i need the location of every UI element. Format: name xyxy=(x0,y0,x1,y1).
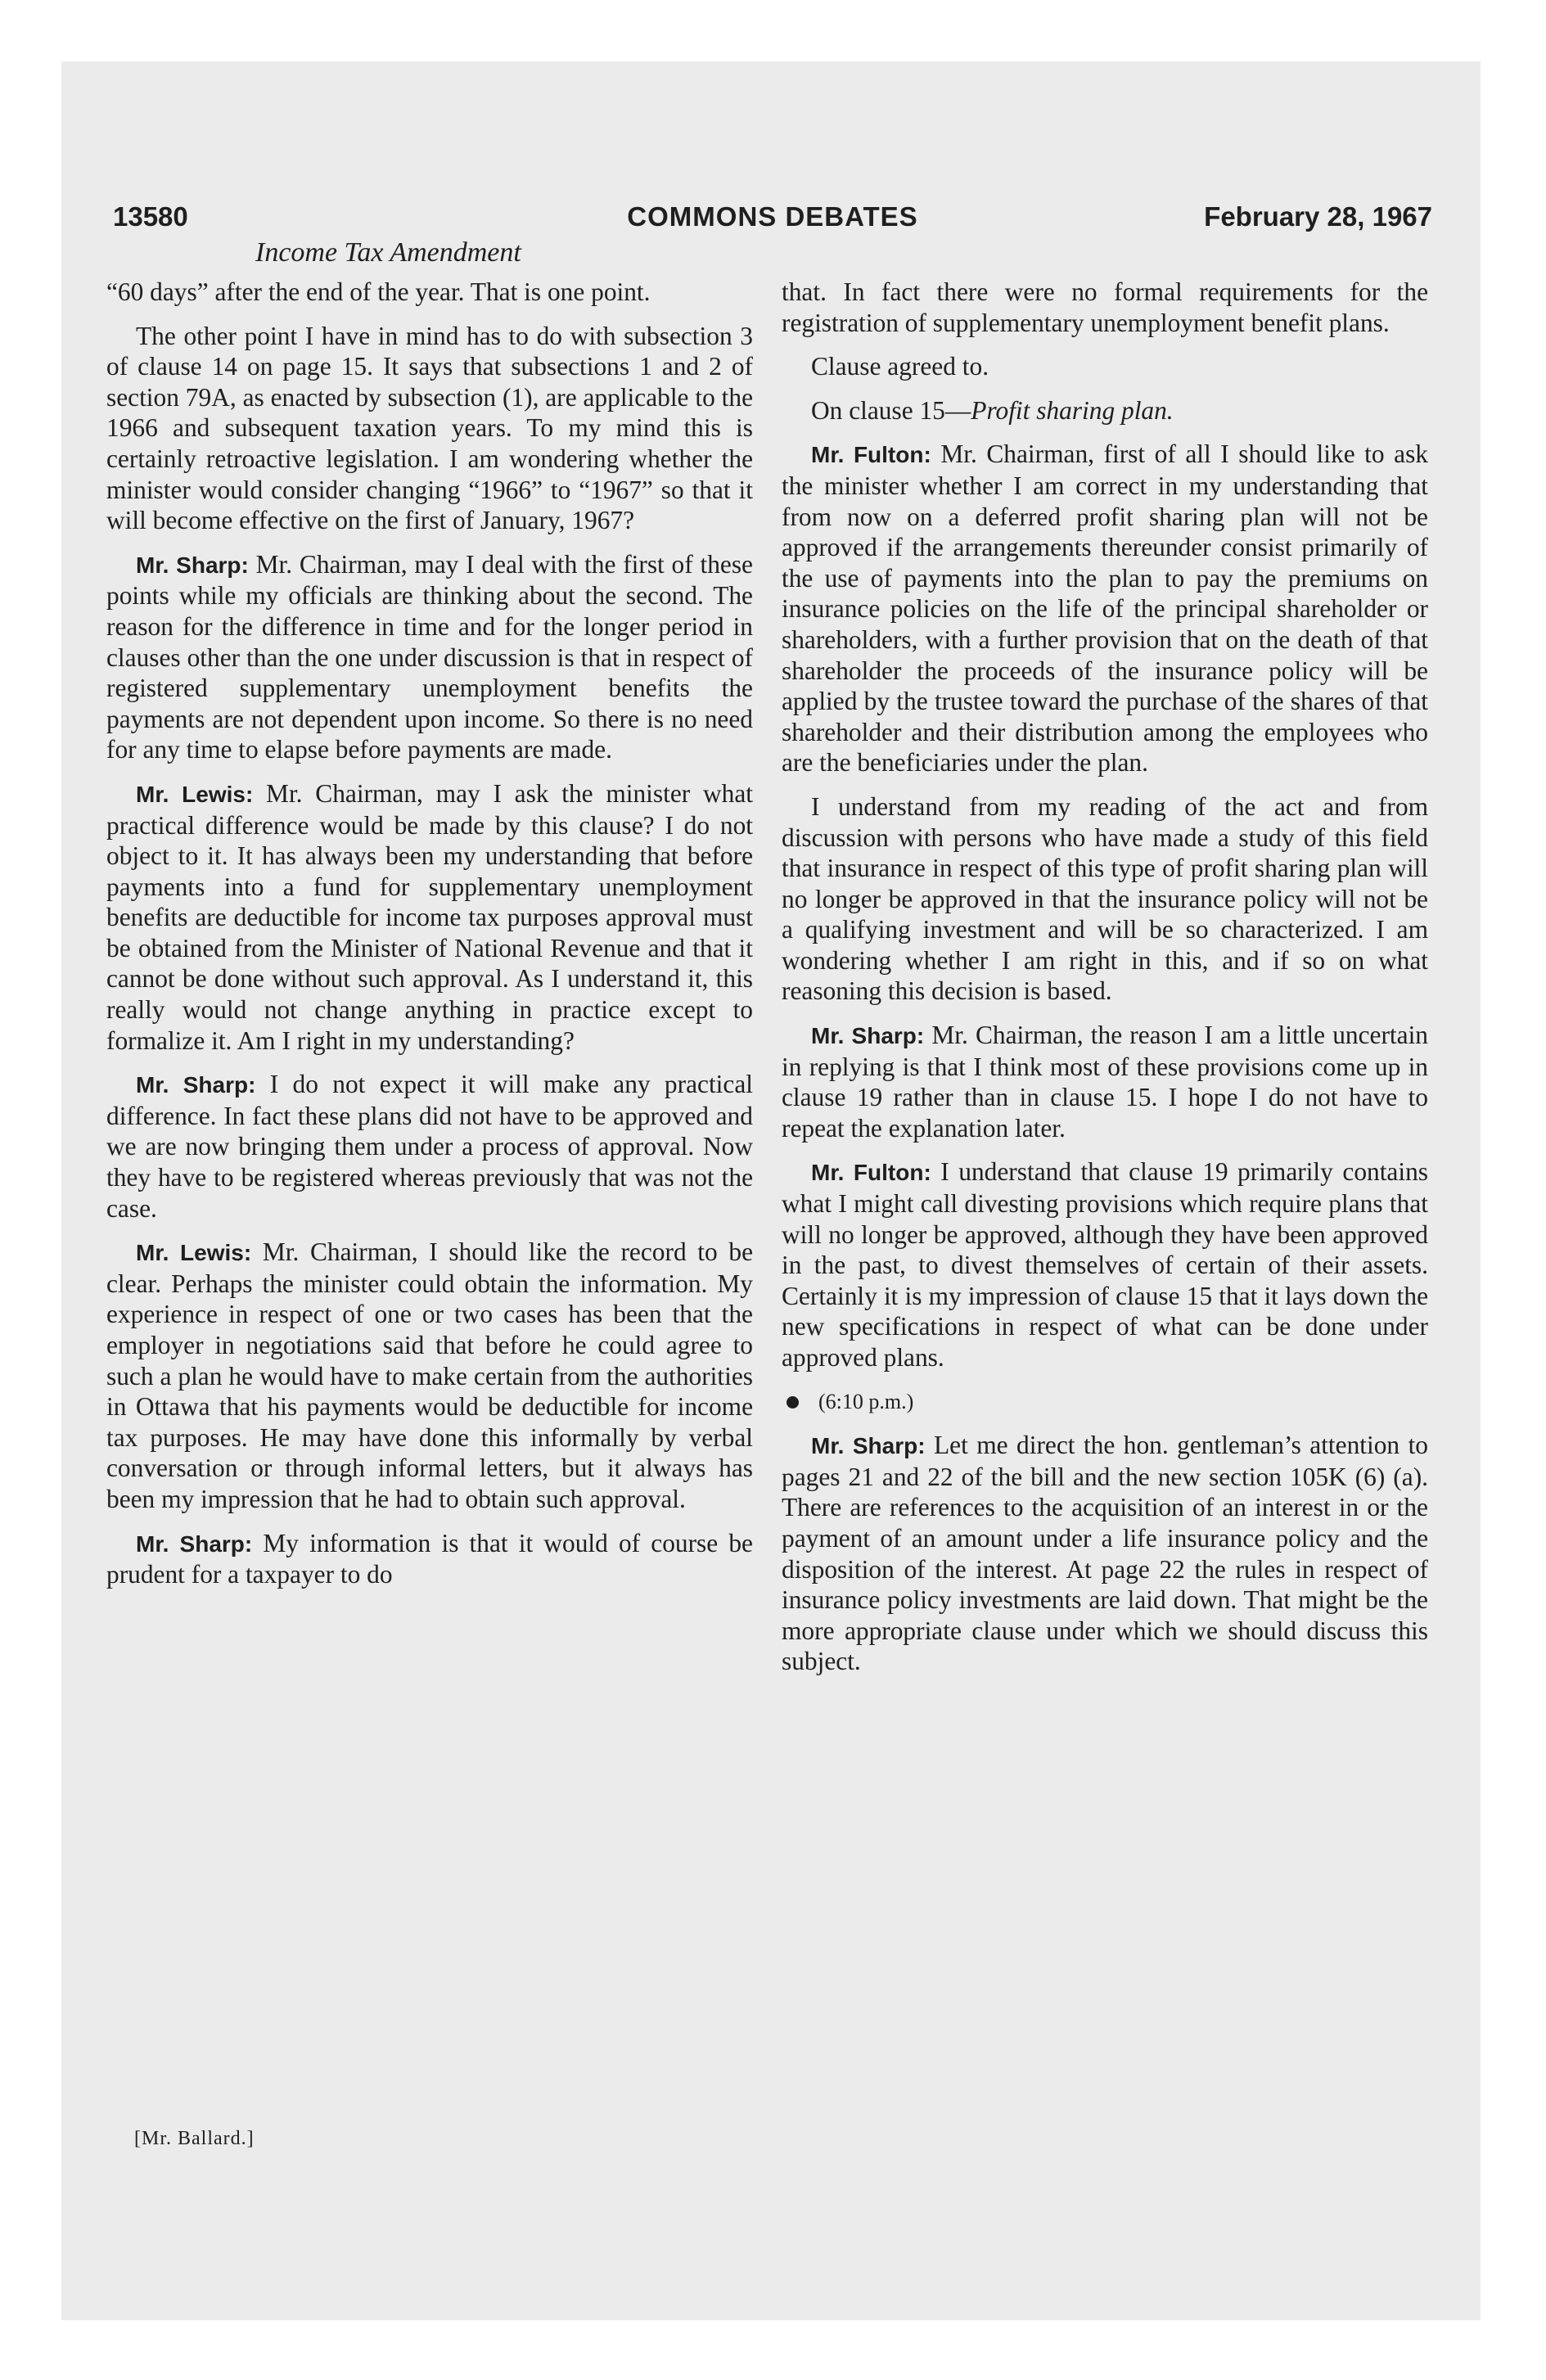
paragraph: The other point I have in mind has to do with subsection 3 of clause 14 on page 15. It says that subsections 1 and 2 of section 79A, as enacted by subsection (1), are applicable to the 1966 and subsequent taxation years. To my mind this is certainly retroactive legislation. I am wondering whether the minister would consider changing “1966” to “1967” so that it will become effective on the first of January, 1967? xyxy=(106,321,753,535)
speech-paragraph xyxy=(782,1156,1428,1373)
page-number: 13580 xyxy=(113,201,188,232)
paragraph: that. In fact there were no formal requirements for the registration of supplementary unemployment benefit plans. xyxy=(782,277,1428,337)
speech-paragraph xyxy=(106,1528,753,1590)
speech-paragraph xyxy=(782,439,1428,778)
speech-text: My information is that it would of course be prudent for a taxpayer to do xyxy=(106,1528,753,1589)
publication-title: COMMONS DEBATES xyxy=(627,201,918,232)
speaker-name: Mr. Lewis: xyxy=(136,1240,252,1266)
speech-paragraph xyxy=(782,1020,1428,1143)
clause-heading xyxy=(782,395,1428,426)
speaker-name: Mr. Fulton: xyxy=(811,1160,931,1186)
right-column xyxy=(782,277,1428,1690)
speech-paragraph xyxy=(106,778,753,1056)
speaker-name: Mr. Lewis: xyxy=(136,781,254,807)
speech-text: Mr. Chairman, may I ask the minister what practical difference would be made by this clause? I do not object to it. It has always been my understanding that before payments into a fund for supplementary unemployment benefits are deductible for income tax purposes approval must be obtained from the Minister of National Revenue and that it cannot be done without such approval. As I understand it, this really would not change anything in practice except to formalize it. Am I right in my understanding? xyxy=(106,778,753,1055)
speaker-name: Mr. Sharp: xyxy=(811,1023,925,1049)
speaker-name: Mr. Sharp: xyxy=(136,1072,256,1098)
speech-text: Mr. Chairman, may I deal with the first of these points while my officials are thinking about the second. The reason for the difference in time and for the longer period in clauses other than the one under discussion is that in respect of registered supplementary unemployment benefits the payments are not dependent upon income. So there is no need for any time to elapse before payments are made. xyxy=(106,549,753,764)
speech-paragraph xyxy=(106,1069,753,1224)
time-stamp: (6:10 p.m.) xyxy=(818,1389,914,1413)
footnote: [Mr. Ballard.] xyxy=(134,2128,255,2149)
time-marker xyxy=(782,1386,1428,1418)
speaker-name: Mr. Sharp: xyxy=(811,1433,926,1459)
clause-prefix: On clause 15— xyxy=(811,395,971,425)
bullet-dot-icon xyxy=(787,1396,799,1409)
clause-title: Profit sharing plan. xyxy=(971,395,1174,425)
speech-text: Mr. Chairman, first of all I should like to ask the minister whether I am correct in my understanding that from now on a deferred profit sharing plan will not be approved if the arrangements thereunder consist primarily of the use of payments into the plan to pay the premiums on insurance policies on the life of the principal shareholder or shareholders, with a further provision that on the death of that shareholder the proceeds of the insurance policy will be applied by the trustee toward the purchase of the shares of that shareholder and their distribution among the employees who are the beneficiaries under the plan. xyxy=(782,439,1428,778)
speech-paragraph xyxy=(106,1237,753,1514)
header-date: February 28, 1967 xyxy=(1204,201,1432,232)
speaker-name: Mr. Sharp: xyxy=(136,1530,253,1557)
speech-text: I do not expect it will make any practical difference. In fact these plans did not have to be approved and we are now bringing them under a process of approval. Now they have to be registered whereas previously that was not the case. xyxy=(106,1070,753,1223)
paragraph: “60 days” after the end of the year. That is one point. xyxy=(106,277,651,306)
paragraph: Clause agreed to. xyxy=(811,352,989,381)
speech-text: Let me direct the hon. gentleman’s attention to pages 21 and 22 of the bill and the new section 105K (6) (a). There are references to the acquisition of an interest in or the payment of an amount under a life insurance policy and the disposition of the interest. At page 22 the rules in respect of insurance policy investments are laid down. That might be the more appropriate clause under which we should discuss this subject. xyxy=(782,1431,1428,1676)
speech-text: I understand that clause 19 primarily contains what I might call divesting provisions which require plans that will no longer be approved, although they have been approved in the past, to divest themselves of certain of their assets. Certainly it is my impression of clause 15 that it lays down the new specifications in respect of what can be done under approved plans. xyxy=(782,1157,1428,1372)
page-header xyxy=(113,201,1432,242)
speech-text: Mr. Chairman, I should like the record to be clear. Perhaps the minister could obtain the information. My experience in respect of one or two cases has been that the employer in negotiations said that before he could agree to such a plan he would have to make certain from the authorities in Ottawa that his payments would be deductible for income tax purposes. He may have done this informally by verbal conversation or through informal letters, but it always has been my impression that he had to obtain such approval. xyxy=(106,1237,753,1513)
speech-paragraph xyxy=(106,549,753,765)
speaker-name: Mr. Fulton: xyxy=(811,442,931,468)
left-column xyxy=(106,277,753,1603)
speaker-name: Mr. Sharp: xyxy=(136,552,249,578)
running-subheading: Income Tax Amendment xyxy=(255,237,521,268)
speech-text: Mr. Chairman, the reason I am a little uncertain in replying is that I think most of these provisions come up in clause 19 rather than in clause 15. I hope I do not have to repeat the explanation later. xyxy=(782,1021,1428,1143)
speech-paragraph xyxy=(782,1430,1428,1677)
paragraph: I understand from my reading of the act and from discussion with persons who have made a study of this field that insurance in respect of this type of profit sharing plan will no longer be approved in that the insurance policy will not be a qualifying investment and will be so characterized. I am wondering whether I am right in this, and if so on what reasoning this decision is based. xyxy=(782,791,1428,1006)
